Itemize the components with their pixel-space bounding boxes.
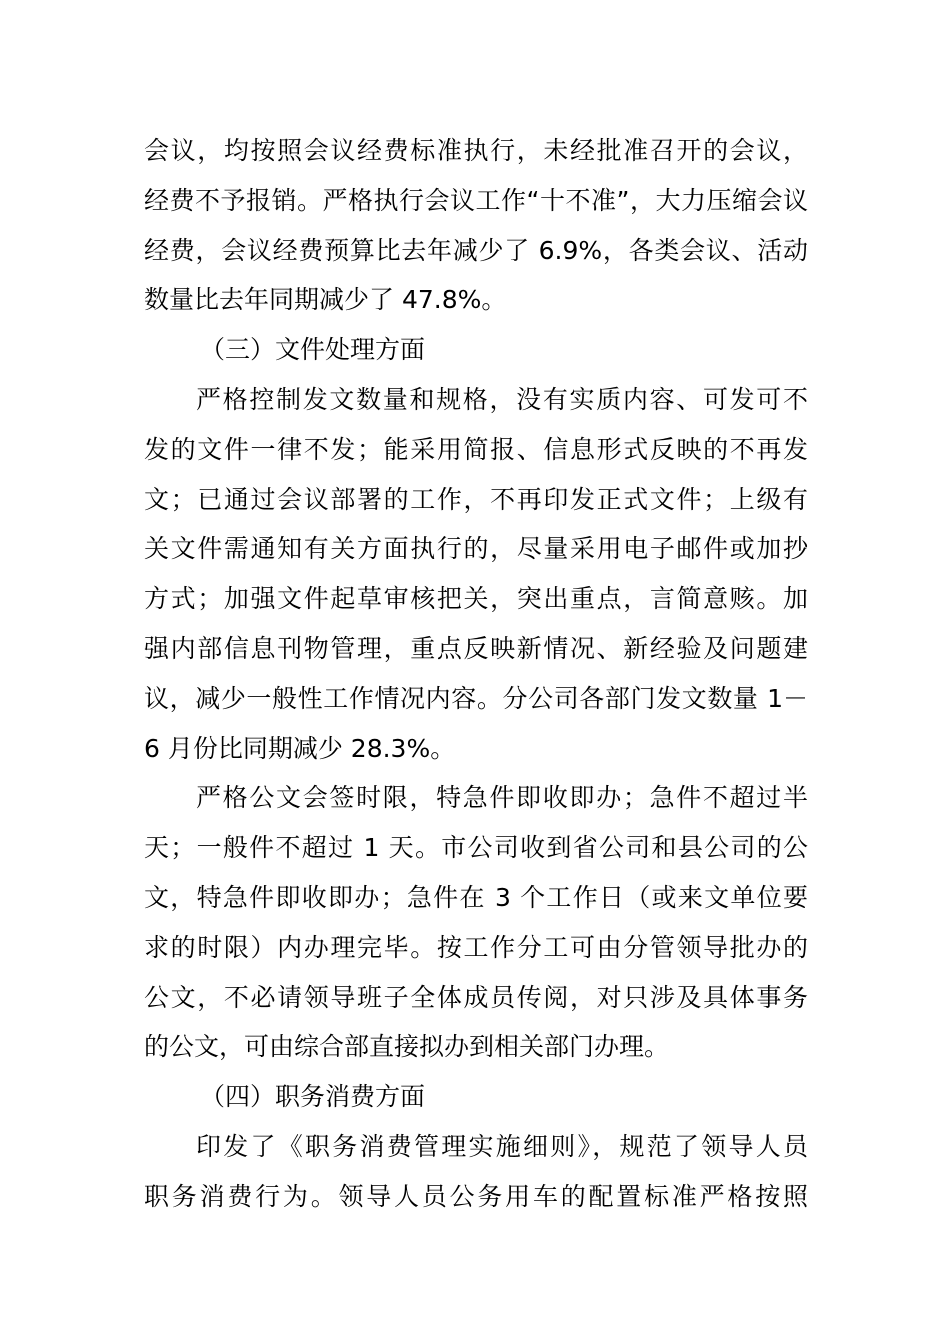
paragraph-line: 经费不予报销。严格执行会议工作“十不准”，大力压缩会议 (144, 185, 808, 215)
paragraph-line: 的公文，可由综合部直接拟办到相关部门办理。 (144, 1032, 670, 1062)
paragraph-line: 严格控制发文数量和规格，没有实质内容、可发可不 (196, 384, 808, 414)
paragraph-line: 会议，均按照会议经费标准执行，未经批准召开的会议， (144, 136, 808, 165)
paragraph-line: 求的时限）内办理完毕。按工作分工可由分管领导批办的 (144, 932, 808, 962)
paragraph-line: 公文，不必请领导班子全体成员传阅，对只涉及具体事务 (144, 982, 808, 1012)
paragraph-line: 印发了《职务消费管理实施细则》，规范了领导人员 (196, 1131, 808, 1161)
paragraph-line: 数量比去年同期减少了 47.8%。 (144, 285, 507, 315)
paragraph-line: 议，减少一般性工作情况内容。分公司各部门发文数量 1－ (144, 683, 808, 713)
paragraph-line: 关文件需通知有关方面执行的，尽量采用电子邮件或加抄 (144, 534, 808, 564)
paragraph-line: 天；一般件不超过 1 天。市公司收到省公司和县公司的公 (144, 833, 808, 863)
section-heading-official-consumption: （四）职务消费方面 (200, 1082, 426, 1112)
paragraph-line: 方式；加强文件起草审核把关，突出重点，言简意赅。加 (144, 584, 808, 614)
paragraph-line: 强内部信息刊物管理，重点反映新情况、新经验及问题建 (144, 633, 808, 663)
paragraph-line: 文，特急件即收即办；急件在 3 个工作日（或来文单位要 (144, 882, 808, 912)
document-body (144, 126, 808, 1222)
section-heading-document-processing: （三）文件处理方面 (200, 335, 426, 365)
paragraph-line: 文；已通过会议部署的工作，不再印发正式文件；上级有 (144, 484, 808, 514)
paragraph-line: 经费，会议经费预算比去年减少了 6.9%，各类会议、活动 (144, 235, 808, 265)
paragraph-line: 发的文件一律不发；能采用简报、信息形式反映的不再发 (144, 434, 808, 464)
paragraph-line: 职务消费行为。领导人员公务用车的配置标准严格按照 (144, 1181, 808, 1211)
paragraph-line: 严格公文会签时限，特急件即收即办；急件不超过半 (196, 783, 808, 813)
paragraph-line: 6 月份比同期减少 28.3%。 (144, 733, 456, 763)
